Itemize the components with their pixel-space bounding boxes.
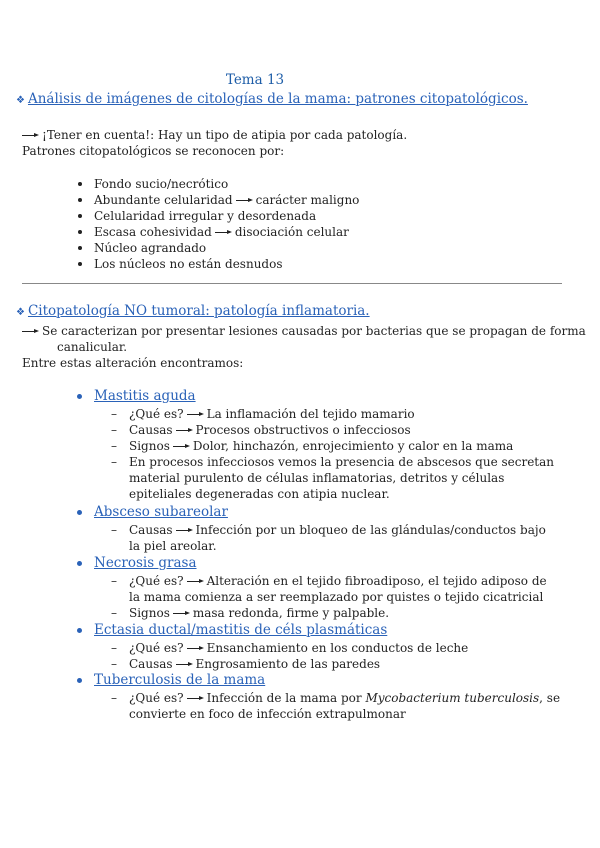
- arrow-icon: [176, 662, 193, 667]
- note-text: ¡Tener en cuenta!: Hay un tipo de atipia por cada patología.: [42, 128, 408, 142]
- arrow-icon: [215, 230, 232, 235]
- section2-desc: Se caracterizan por presentar lesiones causadas por bacterias que se propagan de forma: [22, 323, 586, 339]
- arrow-icon: [187, 696, 204, 701]
- section1-heading: [16, 91, 528, 107]
- detail-item: – En procesos infecciosos vemos la presencia de abscesos que secretan material purulento de células inflamatorias, detritos y células epiteliales degeneradas con atipia nuclear.: [111, 454, 577, 502]
- ectasia-details: [111, 640, 577, 672]
- arrow-icon: [22, 133, 39, 138]
- arrow-icon: [187, 412, 204, 417]
- detail-item: – Causas Infección por un bloqueo de las glándulas/conductos bajo la piel areolar.: [111, 522, 577, 554]
- necrosis-details: [111, 573, 577, 621]
- arrow-icon: [22, 329, 39, 334]
- arrow-icon: [176, 428, 193, 433]
- patterns-intro: Patrones citopatológicos se reconocen por:: [22, 144, 285, 158]
- diamond-bullet-icon: ❖: [16, 95, 25, 106]
- detail-item: – ¿Qué es? La inflamación del tejido mamario: [111, 406, 577, 422]
- topic-absceso: [77, 503, 577, 554]
- detail-item: – Signos Dolor, hinchazón, enrojecimiento y calor en la mama: [111, 438, 577, 454]
- divider: [22, 283, 562, 284]
- topic-absceso-link[interactable]: Absceso subareolar: [94, 504, 228, 520]
- section2-heading: [16, 303, 370, 319]
- section2-title-link[interactable]: Citopatología NO tumoral: patología inflamatoria.: [27, 303, 370, 319]
- pattern-item: Los núcleos no están desnudos: [78, 256, 359, 272]
- detail-item: – Causas Procesos obstructivos o infecciosos: [111, 422, 577, 438]
- topic-ectasia-link[interactable]: Ectasia ductal/mastitis de céls plasmáticas: [94, 622, 388, 638]
- note-line: [22, 127, 407, 143]
- arrow-icon: [173, 611, 190, 616]
- arrow-icon: [187, 579, 204, 584]
- detail-item: – ¿Qué es? Ensanchamiento en los conductos de leche: [111, 640, 577, 656]
- detail-item: – Causas Engrosamiento de las paredes: [111, 656, 577, 672]
- patterns-list: [78, 176, 359, 272]
- topic-tuberculosis-link[interactable]: Tuberculosis de la mama: [94, 672, 266, 688]
- diamond-bullet-icon: ❖: [16, 307, 25, 318]
- pattern-item: Abundante celularidad carácter maligno: [78, 192, 359, 208]
- topic-mastitis: [77, 387, 577, 502]
- mastitis-details: [111, 406, 577, 502]
- arrow-icon: [176, 528, 193, 533]
- topic-ectasia: [77, 621, 577, 672]
- pattern-item: Escasa cohesividad disociación celular: [78, 224, 359, 240]
- topic-number: Tema 13: [225, 72, 285, 88]
- arrow-icon: [236, 198, 253, 203]
- detail-item: – ¿Qué es? Infección de la mama por Mycobacterium tuberculosis, se convierte en foco de infección extrapulmonar: [111, 690, 577, 722]
- pattern-item: Fondo sucio/necrótico: [78, 176, 359, 192]
- topic-necrosis: [77, 554, 577, 621]
- arrow-icon: [173, 444, 190, 449]
- section2-among: Entre estas alteración encontramos:: [22, 356, 244, 370]
- detail-item: – Signos masa redonda, firme y palpable.: [111, 605, 577, 621]
- tuberculosis-details: [111, 690, 577, 722]
- topic-tuberculosis: [77, 671, 577, 722]
- absceso-details: [111, 522, 577, 554]
- arrow-icon: [187, 646, 204, 651]
- section2-desc-cont: canalicular.: [57, 340, 128, 354]
- topic-necrosis-link[interactable]: Necrosis grasa: [94, 555, 197, 571]
- pattern-item: Núcleo agrandado: [78, 240, 359, 256]
- pattern-item: Celularidad irregular y desordenada: [78, 208, 359, 224]
- detail-item: – ¿Qué es? Alteración en el tejido fibroadiposo, el tejido adiposo de la mama comienza a ser reemplazado por quistes o tejido cicatricial: [111, 573, 577, 605]
- section1-title-link[interactable]: Análisis de imágenes de citologías de la mama: patrones citopatológicos.: [27, 91, 528, 107]
- topic-mastitis-link[interactable]: Mastitis aguda: [94, 388, 196, 404]
